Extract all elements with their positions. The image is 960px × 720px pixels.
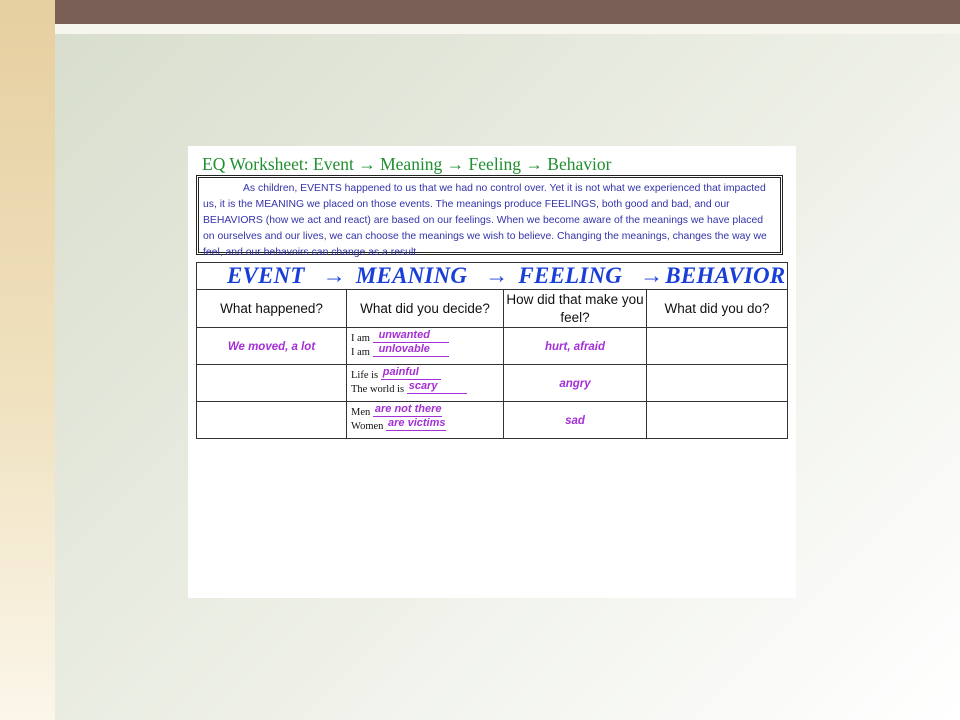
col-header-how-feel: How did that make you feel? xyxy=(504,290,647,328)
meaning-value: painful xyxy=(382,366,419,378)
column-header-row xyxy=(197,290,788,328)
event-text: We moved, a lot xyxy=(227,341,316,353)
intro-paragraph-box xyxy=(196,175,783,258)
banner-row xyxy=(197,263,788,290)
behavior-cell xyxy=(647,365,788,402)
event-cell xyxy=(197,402,347,439)
event-cell xyxy=(197,328,347,365)
meaning-line: I am unwanted xyxy=(347,332,503,346)
col-header-what-happened: What happened? xyxy=(197,290,347,328)
banner-meaning: MEANING xyxy=(355,263,468,288)
meaning-value: scary xyxy=(408,380,438,392)
table-row xyxy=(197,402,788,439)
meaning-line: Women are victims xyxy=(351,417,446,432)
meaning-line: The world is scary xyxy=(347,383,503,397)
feeling-text: hurt, afraid xyxy=(544,341,606,353)
banner-heading xyxy=(197,263,788,290)
behavior-cell xyxy=(647,402,788,439)
feeling-cell xyxy=(504,402,647,439)
banner-feeling: FEELING xyxy=(518,263,623,288)
meaning-cell xyxy=(347,402,504,439)
banner-event: EVENT xyxy=(227,263,305,288)
feeling-cell xyxy=(504,365,647,402)
eq-worksheet-image xyxy=(188,146,796,598)
intro-text: As children, EVENTS happened to us that we had no control over. Yet it is not what we experienced that impacted us, it is the MEANING we placed on those events. The meanings produce FEELINGS, both good and bad, and our BEHAVIORS (how we act and react) are based on our feelings. When we become aware of the meanings we have placed on ourselves and our lives, we can choose the meanings we wish to believe. Changing the meanings, changes the way we feel, and our behavoirs can change as a result. xyxy=(203,183,767,258)
event-cell xyxy=(197,365,347,402)
meaning-line: Men are not there xyxy=(351,403,442,418)
feeling-cell xyxy=(504,328,647,365)
arrow-icon: → xyxy=(640,263,664,288)
meaning-value: are not there xyxy=(374,403,442,415)
col-header-what-decided: What did you decide? xyxy=(347,290,504,328)
meaning-cell xyxy=(347,365,504,402)
worksheet-title: EQ Worksheet: Event → Meaning → Feeling → Behavior xyxy=(202,154,612,174)
left-decorative-strip xyxy=(0,0,55,720)
meaning-value: unwanted xyxy=(378,329,430,341)
col-header-what-did: What did you do? xyxy=(647,290,788,328)
meaning-line: I am unlovable xyxy=(347,346,503,360)
meaning-value: unlovable xyxy=(378,343,430,355)
table-row xyxy=(197,365,788,402)
feeling-text: sad xyxy=(565,415,585,427)
arrow-icon: → xyxy=(485,263,509,288)
table-row xyxy=(197,328,788,365)
meaning-value: are victims xyxy=(388,417,446,429)
arrow-icon: → xyxy=(322,263,346,288)
top-decorative-bar xyxy=(55,0,960,24)
worksheet-table xyxy=(196,262,788,439)
banner-behavior: BEHAVIOR xyxy=(665,263,786,288)
feeling-text: angry xyxy=(559,378,591,390)
meaning-cell xyxy=(347,328,504,365)
meaning-line: Life is painful xyxy=(347,369,503,383)
top-decorative-stripe xyxy=(55,24,960,34)
behavior-cell xyxy=(647,328,788,365)
